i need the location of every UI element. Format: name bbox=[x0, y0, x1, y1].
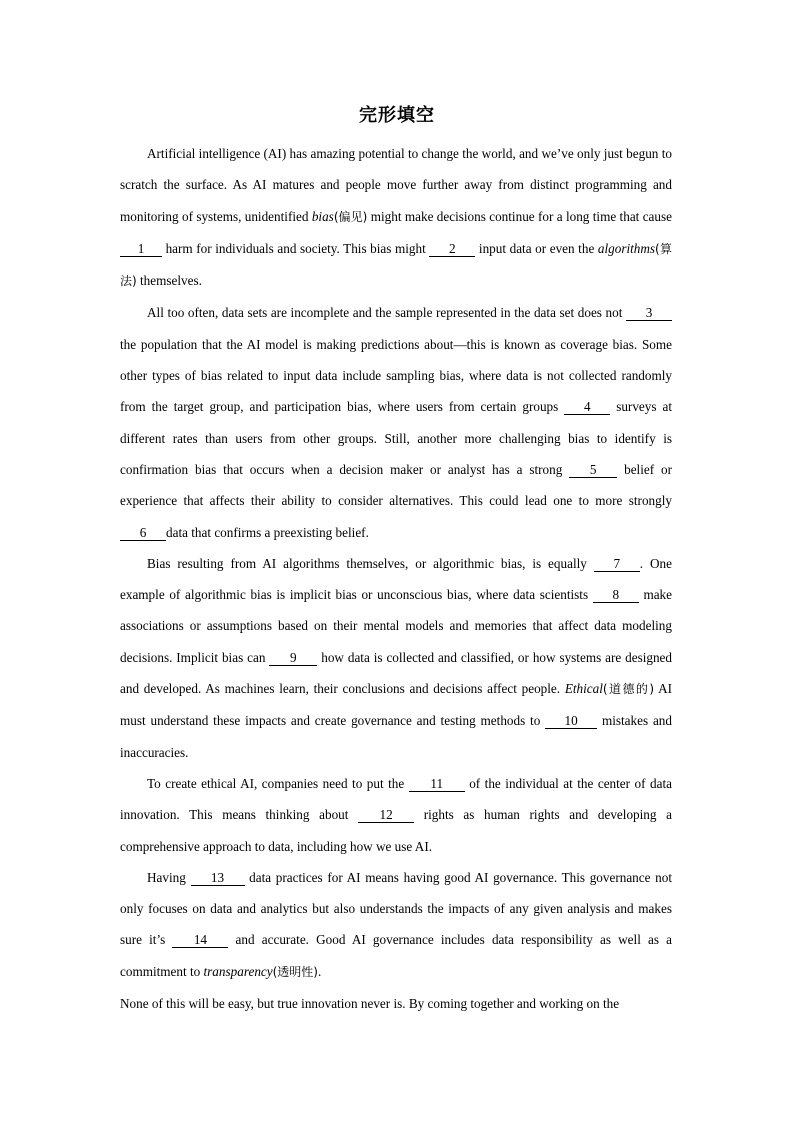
text: All too often, data sets are incomplete and the sample represented in the data set does not bbox=[147, 305, 626, 321]
term-transparency-translation: (透明性) bbox=[272, 964, 318, 979]
text: input data or even the bbox=[475, 240, 598, 256]
text: mistakes and inaccuracies. bbox=[120, 713, 672, 760]
term-bias: bias bbox=[311, 208, 334, 224]
text: Artificial intelligence (AI) has amazing potential to change the world, and we’ve only just begun to scratch the surface. As AI matures and people move further away from distinct programming and monitoring of systems, unidentified bbox=[120, 146, 672, 224]
text: Having bbox=[147, 869, 191, 885]
text: the population that the AI model is making predictions about—this is known as coverage bias. Some other types of bias related to input data include sampling bias, where data is not collected randomly from the target group, and participation bias, where users from certain groups bbox=[120, 336, 672, 415]
text: themselves. bbox=[136, 273, 202, 289]
blank-13[interactable]: 13 bbox=[191, 871, 245, 886]
text: data practices for AI means having good AI governance. This governance not only focuses on data and analytics but also understands the impacts of any given analysis and makes sure it’s bbox=[120, 869, 672, 948]
text: and accurate. Good AI governance includes data responsibility as well as a commitment to bbox=[120, 932, 672, 979]
term-algorithms-translation: (算法) bbox=[120, 241, 672, 289]
text: . One example of algorithmic bias is implicit bias or unconscious bias, where data scientists bbox=[120, 555, 672, 603]
text: . bbox=[318, 963, 322, 979]
blank-3[interactable]: 3 bbox=[626, 306, 672, 321]
blank-1[interactable]: 1 bbox=[120, 242, 162, 257]
paragraph-3 bbox=[120, 548, 672, 768]
paragraph-2 bbox=[120, 297, 672, 547]
blank-6[interactable]: 6 bbox=[120, 526, 166, 541]
term-bias-translation: (偏见) bbox=[333, 209, 368, 224]
blank-14[interactable]: 14 bbox=[172, 933, 228, 948]
blank-12[interactable]: 12 bbox=[358, 808, 414, 823]
term-ethical-translation: (道德的) bbox=[602, 682, 655, 697]
paragraph-5 bbox=[120, 862, 672, 988]
blank-5[interactable]: 5 bbox=[569, 463, 617, 478]
blank-7[interactable]: 7 bbox=[594, 557, 640, 572]
paragraph-1 bbox=[120, 138, 672, 297]
paragraph-4 bbox=[120, 768, 672, 862]
term-ethical: Ethical bbox=[564, 681, 603, 697]
text: make associations or assumptions based on their mental models and memories that affect data modeling decisions. Implicit bias can bbox=[120, 587, 672, 665]
page-title: 完形填空 bbox=[359, 105, 435, 126]
blank-11[interactable]: 11 bbox=[409, 777, 465, 792]
text: harm for individuals and society. This bias might bbox=[162, 240, 430, 256]
blank-4[interactable]: 4 bbox=[564, 400, 610, 415]
text: how data is collected and classified, or how systems are designed and developed. As machines learn, their conclusions and decisions affect people. bbox=[120, 649, 673, 697]
blank-8[interactable]: 8 bbox=[593, 588, 639, 603]
text: None of this will be easy, but true innovation never is. By coming together and working on the bbox=[120, 996, 620, 1012]
text: To create ethical AI, companies need to put the bbox=[147, 775, 409, 791]
blank-10[interactable]: 10 bbox=[545, 714, 597, 729]
text: data that confirms a preexisting belief. bbox=[166, 524, 369, 540]
paragraph-6 bbox=[120, 988, 672, 1019]
text: might make decisions continue for a long time that cause bbox=[367, 208, 672, 224]
term-algorithms: algorithms bbox=[597, 240, 656, 256]
text: Bias resulting from AI algorithms themselves, or algorithmic bias, is equally bbox=[147, 555, 594, 571]
blank-9[interactable]: 9 bbox=[269, 651, 317, 666]
blank-2[interactable]: 2 bbox=[429, 242, 475, 257]
text: rights as human rights and developing a comprehensive approach to data, including how we use AI. bbox=[120, 807, 672, 854]
text: belief or experience that affects their ability to consider alternatives. This could lead one to more strongly bbox=[120, 461, 672, 509]
text: surveys at different rates than users from other groups. Still, another more challenging bias to identify is confirmation bias that occurs when a decision maker or analyst has a strong bbox=[120, 399, 672, 477]
passage bbox=[120, 138, 672, 1019]
text: AI must understand these impacts and create governance and testing methods to bbox=[120, 681, 672, 729]
text: of the individual at the center of data innovation. This means thinking about bbox=[120, 775, 672, 823]
term-transparency: transparency bbox=[203, 963, 273, 979]
